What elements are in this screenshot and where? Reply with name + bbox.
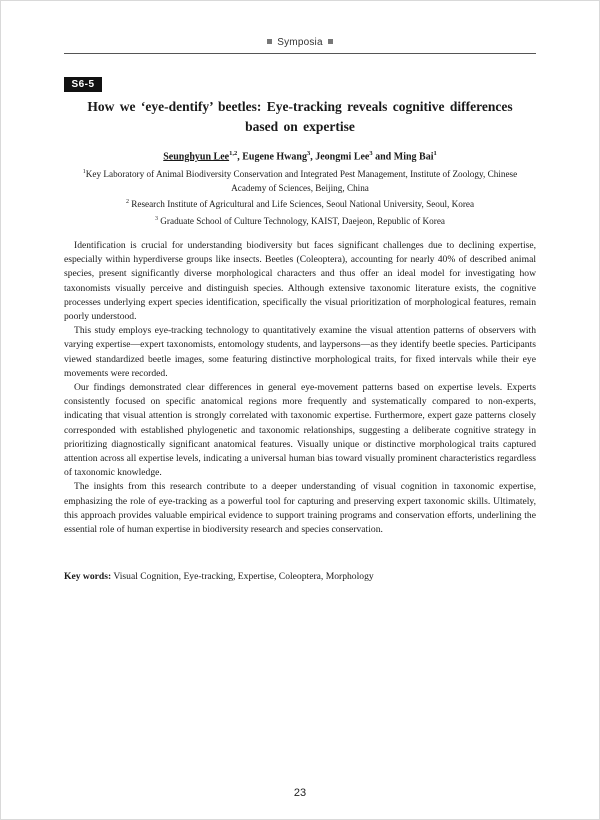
affiliation-item	[72, 165, 528, 195]
author-affiliation-mark: 1,2	[229, 150, 238, 157]
title-line: How we ‘eye-dentify’ beetles: Eye-tracking reveals cognitive differences	[87, 99, 513, 114]
abstract-paragraph: Identification is crucial for understanding biodiversity but faces significant challenges due to declining expertise, especially within hyperdiverse groups like insects. Beetles (Coleoptera), accounting for nearly 40% of described animal species, present significantly diverse morphological characters and thus offer an ideal model for investigating how taxonomists visually perceive and distinguish species. Although extensive taxonomic literature exists, the cognitive processes underlying expert species identification, specifically the visual prioritization of morphological features, remain poorly understood.	[64, 240, 536, 323]
square-bullet-icon	[328, 39, 333, 44]
author-affiliation-mark: 3	[369, 150, 373, 157]
title-line: based on expertise	[245, 119, 355, 134]
author-name: Jeongmi Lee	[315, 151, 370, 163]
author-name: Seunghyun Lee	[163, 151, 230, 163]
affiliation-mark: 1	[82, 169, 86, 175]
author-separator: and	[372, 151, 394, 163]
page-number: 23	[293, 787, 307, 799]
affiliation-item	[72, 212, 528, 228]
affiliation-text: Graduate School of Culture Technology, KAIST, Daejeon, Republic of Korea	[158, 215, 445, 226]
author-separator: ,	[237, 151, 243, 163]
author-affiliation-mark: 3	[306, 150, 311, 157]
keywords-label: Key words:	[64, 571, 112, 582]
abstract-paragraph: Our findings demonstrated clear differences in general eye-movement patterns based on expertise levels. Experts consistently focused on specific anatomical regions more frequently and systematically compared to non-experts, indicating that visual attention is strongly correlated with taxonomic expertise. Furthermore, expert gaze patterns closely corresponded with established phylogenetic and taxonomic relationships, suggesting a deliberate cognitive strategy in prioritizing diagnostically significant anatomical features. Visually unique or distinctive morphological traits captured attention across all expertise levels, indicating a universal human bias toward visually prominent characteristics regardless of taxonomic knowledge.	[64, 382, 536, 479]
affiliation-list	[72, 165, 528, 228]
author-affiliation-mark: 1	[433, 150, 437, 157]
affiliation-text: Key Laboratory of Animal Biodiversity Conservation and Integrated Pest Management, Institute of Zoology, Chinese Academy of Sciences, Beijing, China	[85, 169, 518, 194]
paper-title	[64, 97, 536, 137]
keywords-text: Visual Cognition, Eye-tracking, Expertise, Coleoptera, Morphology	[111, 571, 374, 582]
keywords	[64, 570, 536, 584]
running-header	[0, 37, 600, 48]
author-name: Ming Bai	[393, 151, 434, 163]
author-list	[64, 150, 536, 162]
square-bullet-icon	[267, 39, 272, 44]
affiliation-mark: 3	[155, 215, 158, 222]
affiliation-item	[72, 195, 528, 211]
abstract-paragraph: The insights from this research contribute to a deeper understanding of visual cognition in taxonomic expertise, emphasizing the role of eye-tracking as a powerful tool for capturing and preserving expert taxonomic skills. Ultimately, this approach provides valuable empirical evidence to support training programs and conservation efforts, underlining the essential role of human expertise in biodiversity research and species conservation.	[64, 481, 536, 536]
section-title: Symposia	[277, 37, 323, 48]
author-separator: ,	[310, 151, 316, 163]
affiliation-text: Research Institute of Agricultural and Life Sciences, Seoul National University, Seoul, Korea	[128, 199, 475, 210]
author-name: Eugene Hwang	[242, 151, 307, 163]
affiliation-mark: 2	[125, 199, 129, 206]
abstract-body	[64, 239, 536, 537]
abstract-paragraph: This study employs eye-tracking technology to quantitatively examine the visual attention patterns of observers with varying expertise—expert taxonomists, entomology students, and laypersons—as they identify beetle species. Participants viewed standardized beetle images, some featuring distinctive morphological traits, for fixed intervals while their eye movements were recorded.	[64, 325, 536, 379]
session-code-badge: S6-5	[64, 77, 102, 92]
header-divider	[64, 53, 536, 54]
